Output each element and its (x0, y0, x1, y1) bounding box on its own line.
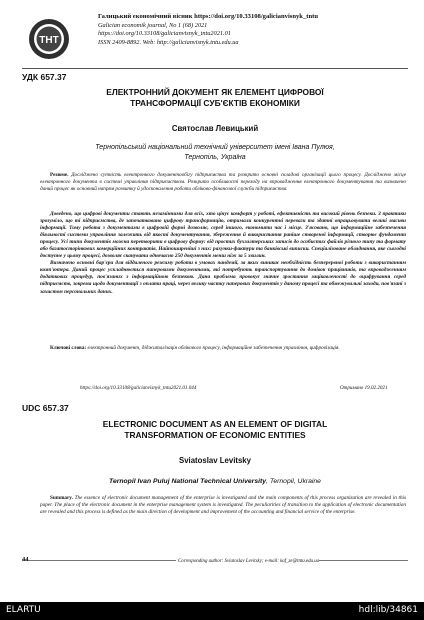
title-ua-line2: ТРАНСФОРМАЦІЇ СУБ'ЄКТІВ ЕКОНОМІКИ (130, 97, 300, 108)
journal-issn: ISSN 2409-8892. Web: http://galicianvisnyk.tntu.edu.ua (98, 38, 239, 46)
university-logo (28, 18, 70, 60)
title-en-line2: TRANSFORMATION OF ECONOMIC ENTITIES (124, 429, 306, 440)
udc-en: UDC 657.37 (22, 403, 69, 413)
title-ua-line1: ЕЛЕКТРОННИЙ ДОКУМЕНТ ЯК ЕЛЕМЕНТ ЦИФРОВОЇ (106, 87, 324, 97)
keywords-ua-text: електронний документ, діджиталізація облікового процесу, інформаційне забезпечення управління, цифровізація. (87, 345, 340, 351)
abstract-body-ua (40, 211, 406, 296)
author-ua: Святослав Левицький (171, 124, 259, 133)
journal-title-ua: Галицький економічний вісник https://doi.org/10.33108/galicianvisnyk_tntu (98, 13, 318, 20)
journal-info (98, 13, 378, 47)
summary-en-label: Summary. (50, 495, 73, 501)
article-doi[interactable]: https://doi.org/10.33108/galicianvisnyk_tntu2021.01.044 (80, 385, 197, 391)
corresponding-author: Corresponding author: Sviatoslav Levitsky; e-mail: kaf_ze@tntu.edu.ua (178, 559, 320, 564)
summary-ua-label: Резюме. (50, 172, 69, 178)
udc-ua: УДК 657.37 (22, 72, 67, 82)
logo-text: ТНТ (39, 35, 59, 46)
keywords-ua-label: Ключові слова: (50, 345, 87, 351)
title-ua (22, 87, 408, 108)
journal-doi: https://doi.org/10.33108/galicianvisnyk_tntu2021.01 (98, 30, 231, 38)
page-number: 44 (22, 556, 29, 563)
title-en-line1: ELECTRONIC DOCUMENT AS AN ELEMENT OF DIGITAL (102, 419, 328, 429)
journal-header (22, 8, 408, 69)
abstract-ua-paragraph-1: Доведено, що цифрові документи стають незамінними для всіх, хто цінує комфорт у роботі, ефективність та високий рівень безпеки. З практики зрозуміло, що ті підприємства, де започатковано цифрову трансформацію, отримали конкурентні переваги та здатні опрацьовувати великі масиви інформації. Тому робота з документами в цифровій формі дозволяє, серед іншого, економити час і місце. З'ясовано, що інформаційне забезпечення діяльності системи управління залежить від якості документування, збереження й використання раніше створеної інформації, створює фундамент процесу. Усі типи документів можна перетворити в цифрову форму: від простих бухгалтерських записів до особистих файлів різного типу та формату або багатосторінкових комерційних контрактів. Найпоширеніші з них: рахунки-фактури та банківські виписки. Спеціалізоване обладнання, яке сьогодні доступне у цьому процесі, дозволяє сканувати одночасно 250 документів менш ніж за 5 хвилин. (40, 211, 406, 260)
title-en (22, 419, 408, 440)
repository-bar (0, 602, 424, 620)
journal-title-en: Galician economik journal, No 1 (68) 2021 (98, 21, 208, 29)
affiliation-ua (22, 143, 408, 162)
summary-en (40, 495, 406, 516)
keywords-ua (40, 345, 406, 352)
affiliation-en-name: Ternopil Ivan Puluj National Technical University (109, 478, 267, 485)
summary-en-text: The essence of electronic document management of the enterprise is investigated and the main components of this process organization are revealed in this paper. The place of the electronic document in the enterprise management system is investigated. The peculiarities of transition to the application of electronic documentation are revealed and this process is defined as the main direction of development and improvement of the accounting and financial service of the enterprise. (40, 495, 407, 515)
affiliation-en (22, 477, 408, 487)
handle-id[interactable]: hdl:lib/34861 (358, 605, 418, 615)
summary-ua-text: Досліджено сутність електронного документообігу підприємства та розкрито основні складові організації цього процесу. Досліджено місце електронного документа в системі управління підприємством. Розкрито особливості переходу на впровадження електронного документування та визначено даний процес як основний напрям розвитку й удосконалення роботи обліково-фінансової служби підприємства. (40, 172, 407, 192)
abstract-ua-paragraph-2: Визначено основні бар'єри для віддаленого режиму роботи в умовах пандемії, за яких виникає необхідність безперервної роботи з використанням комп'ютера. Даний процес ускладнюється паперовими документами, які потребують транспортування до домівок працівників, та впровадженням додаткових процедур, пов'язаних з інформаційною безпекою. Дана проблема провокує значне зростання зацікавленості до оцифрування серед підприємств, зокрема щодо документації з оплати праці, через велику частку паперових документів у даному процесі та обмежувальні заходи, пов'язані з захистом персональних даних. (40, 260, 406, 295)
affiliation-en-place: , Ternopil, Ukraine (266, 478, 321, 485)
received-date: Отримано 19.02.2021 (340, 385, 388, 391)
affiliation-ua-line2: Тернопіль, Україна (184, 153, 246, 161)
author-en: Sviatoslav Levitsky (179, 456, 251, 465)
affiliation-ua-line1: Тернопільський національний технічний університет імені Івана Пулюя, (95, 144, 335, 151)
summary-ua (40, 172, 406, 193)
repository-name: ELARTU (6, 605, 41, 615)
